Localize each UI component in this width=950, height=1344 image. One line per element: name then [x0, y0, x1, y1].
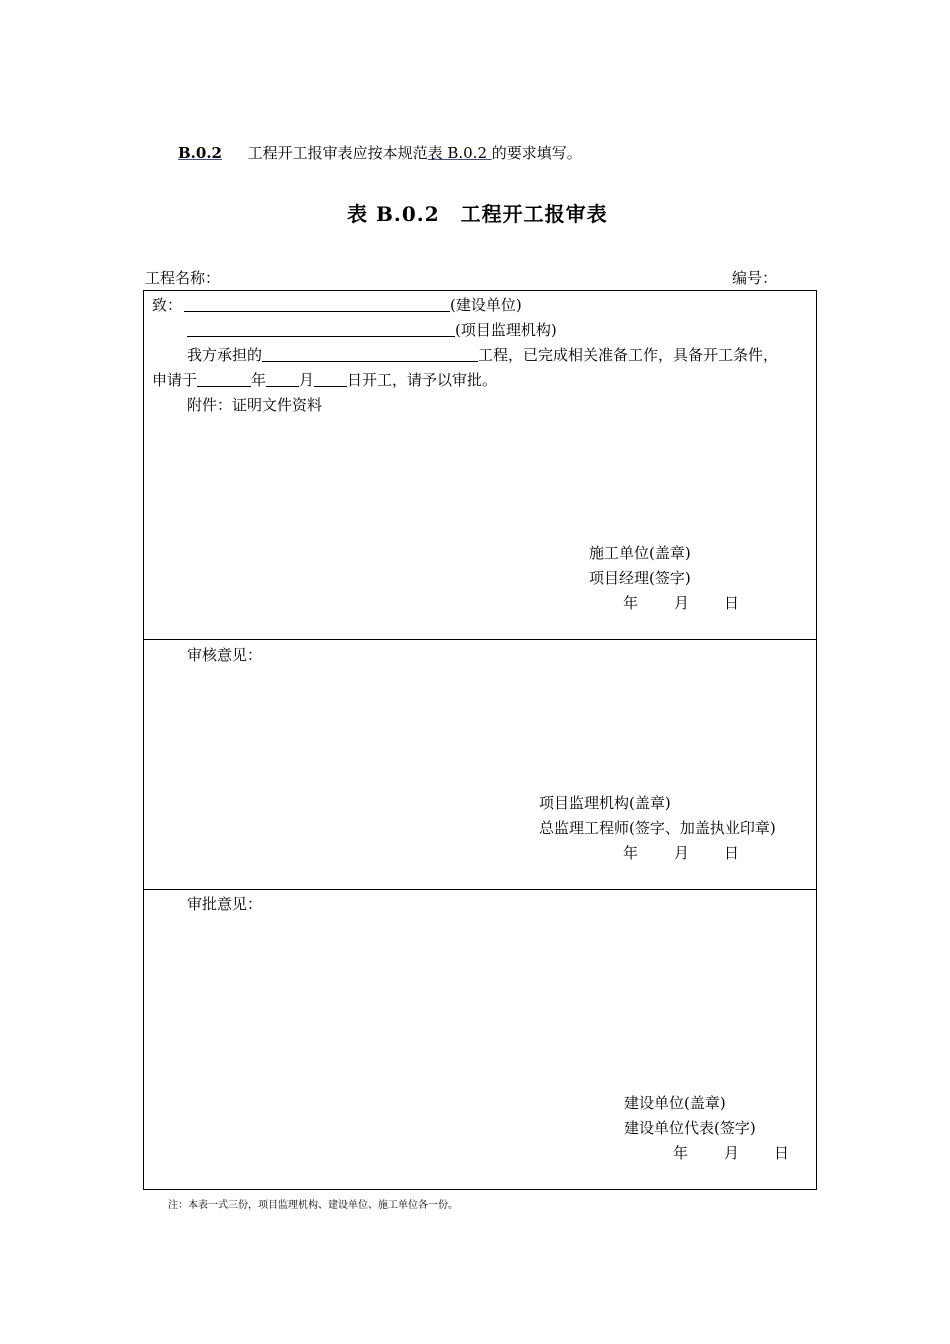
- intro-text: 工程开工报审表应按本规范: [247, 144, 428, 162]
- to-label: 致：: [152, 296, 183, 314]
- commitment-line: [187, 345, 778, 365]
- review-opinion-label: 审核意见：: [187, 646, 263, 664]
- start-month-field[interactable]: [266, 370, 299, 387]
- chief-engineer-signature-label: 总监理工程师(签字、加盖执业印章): [539, 819, 776, 837]
- clause-reference-link[interactable]: B.0.2: [178, 144, 222, 162]
- date-year-label: 年: [673, 1144, 689, 1162]
- contractor-seal-label: 施工单位(盖章): [589, 544, 691, 562]
- commitment-text-end: 工程，已完成相关准备工作，具备开工条件，: [478, 346, 779, 364]
- date-day-label: 日: [724, 844, 740, 862]
- form-number-label: 编号：: [732, 269, 778, 287]
- owner-suffix: (建设单位): [450, 296, 522, 314]
- supervisor-suffix: (项目监理机构): [455, 321, 557, 339]
- apply-label: 申请于: [152, 371, 198, 389]
- page-title: 表 B.0.2 工程开工报审表: [347, 202, 608, 226]
- attachment-line: 附件：证明文件资料: [187, 396, 323, 414]
- owner-name-field[interactable]: [184, 295, 450, 312]
- date-day-label: 日: [774, 1144, 790, 1162]
- owner-representative-signature-label: 建设单位代表(签字): [624, 1119, 756, 1137]
- supervisor-seal-label: 项目监理机构(盖章): [539, 794, 671, 812]
- form-table: [143, 290, 817, 1190]
- date-month-label: 月: [674, 844, 690, 862]
- date-year-label: 年: [623, 594, 639, 612]
- supervisor-name-field[interactable]: [187, 320, 455, 337]
- project-name-label: 工程名称：: [145, 269, 221, 287]
- approval-opinion-label: 审批意见：: [187, 895, 263, 913]
- intro-text-end: 的要求填写。: [491, 144, 582, 162]
- intro-line: [178, 143, 582, 163]
- project-field[interactable]: [262, 345, 478, 362]
- commitment-text-start: 我方承担的: [187, 346, 263, 364]
- owner-seal-label: 建设单位(盖章): [624, 1094, 726, 1112]
- table-reference-link[interactable]: 表 B.0.2: [427, 144, 492, 162]
- year-label: 年: [251, 371, 267, 389]
- day-label: 日开工，请予以审批。: [347, 371, 498, 389]
- month-label: 月: [299, 371, 315, 389]
- date-year-label: 年: [623, 844, 639, 862]
- date-month-label: 月: [724, 1144, 740, 1162]
- date-day-label: 日: [724, 594, 740, 612]
- start-day-field[interactable]: [314, 370, 347, 387]
- project-manager-signature-label: 项目经理(签字): [589, 569, 691, 587]
- start-year-field[interactable]: [197, 370, 251, 387]
- date-month-label: 月: [674, 594, 690, 612]
- row-divider: [144, 639, 816, 640]
- supervisor-line: [187, 320, 557, 340]
- row-divider: [144, 889, 816, 890]
- addressee-line: [152, 295, 522, 315]
- footnote: 注：本表一式三份，项目监理机构、建设单位、施工单位各一份。: [168, 1200, 458, 1211]
- application-line: [152, 370, 497, 390]
